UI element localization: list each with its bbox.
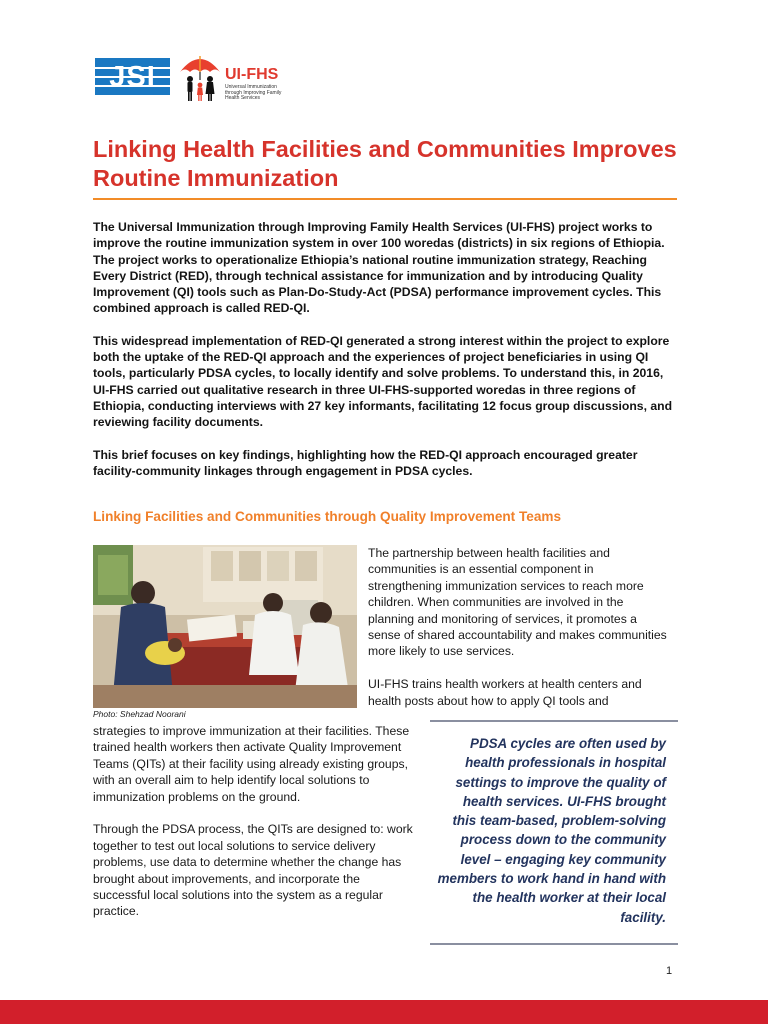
title-divider xyxy=(93,198,677,200)
body-paragraph: strategies to improve immunization at their facilities. These trained health workers then activate Quality Improvement Teams (QITs) at their facility using already existing groups, with an overall aim to help identify local solutions to immunization problems on the ground. xyxy=(93,724,410,804)
intro-section xyxy=(93,219,677,495)
body-paragraph: The partnership between health facilities and communities is an essential component in strengthening immunization services to reach more children. When communities are involved in the planning and monitoring of services, it promotes a sense of shared accountability and makes communities more likely to use services. xyxy=(368,546,667,659)
right-column xyxy=(368,545,668,725)
body-paragraph: UI-FHS trains health workers at health centers and health posts about how to apply QI tools and xyxy=(368,677,642,708)
footer-bar xyxy=(0,1000,768,1024)
left-column xyxy=(93,723,413,936)
clinic-scene-illustration xyxy=(93,545,357,708)
uifhs-logo xyxy=(176,52,286,104)
callout-quote: PDSA cycles are often used by health professionals in hospital settings to improve the quality of health services. UI-FHS brought this team-based, problem-solving process down to the community level – engaging key community members to work hand in hand with the health worker at their local facility. xyxy=(437,736,666,925)
section-heading: Linking Facilities and Communities through Quality Improvement Teams xyxy=(93,509,562,524)
photo-caption: Photo: Shehzad Noorani xyxy=(93,709,186,719)
health-workers-photo xyxy=(93,545,357,708)
family-umbrella-icon xyxy=(176,52,224,104)
page-number: 1 xyxy=(666,965,673,977)
uifhs-logo-name: UI-FHS xyxy=(225,66,279,83)
intro-paragraph: The Universal Immunization through Improving Family Health Services (UI-FHS) project works to improve the routine immunization system in over 100 woredas (districts) in six regions of Ethiopia. The project works to operationalize Ethiopia’s national routine immunization strategy, Reaching Every District (RED), through technical assistance for immunization and by introducing Quality Improvement (QI) tools such as Plan-Do-Study-Act (PDSA) performance improvement cycles. This combined approach is called RED-QI. xyxy=(93,220,665,316)
page-title: Linking Health Facilities and Communities Improves Routine Immunization xyxy=(93,136,677,191)
intro-paragraph: This brief focuses on key findings, highlighting how the RED-QI approach encouraged greater facility-community linkages through engagement in PDSA cycles. xyxy=(93,447,638,478)
callout-bottom-rule xyxy=(430,943,678,945)
uifhs-logo-tagline: Universal Immunization through Improving Family Health Services xyxy=(225,84,282,101)
callout-top-rule xyxy=(430,720,678,722)
jsi-logo-text: JSI xyxy=(109,61,156,93)
intro-paragraph: This widespread implementation of RED-QI generated a strong interest within the project to explore both the uptake of the RED-QI approach and the experiences of project beneficiaries in using QI tools, particularly PDSA cycles, to locally identify and solve problems. To understand this, in 2016, UI-FHS carried out qualitative research in three UI-FHS-supported woredas in three regions of Ethiopia, conducting interviews with 27 key informants, facilitating 12 focus group discussions, and reviewing facility documents. xyxy=(93,333,673,430)
jsi-logo xyxy=(95,58,170,95)
body-paragraph: Through the PDSA process, the QITs are designed to: work together to test out local solutions to service delivery problems, use data to determine whether the change has brought about improvements, and incorporate the successful local solutions into the system as a regular practice. xyxy=(93,822,413,919)
